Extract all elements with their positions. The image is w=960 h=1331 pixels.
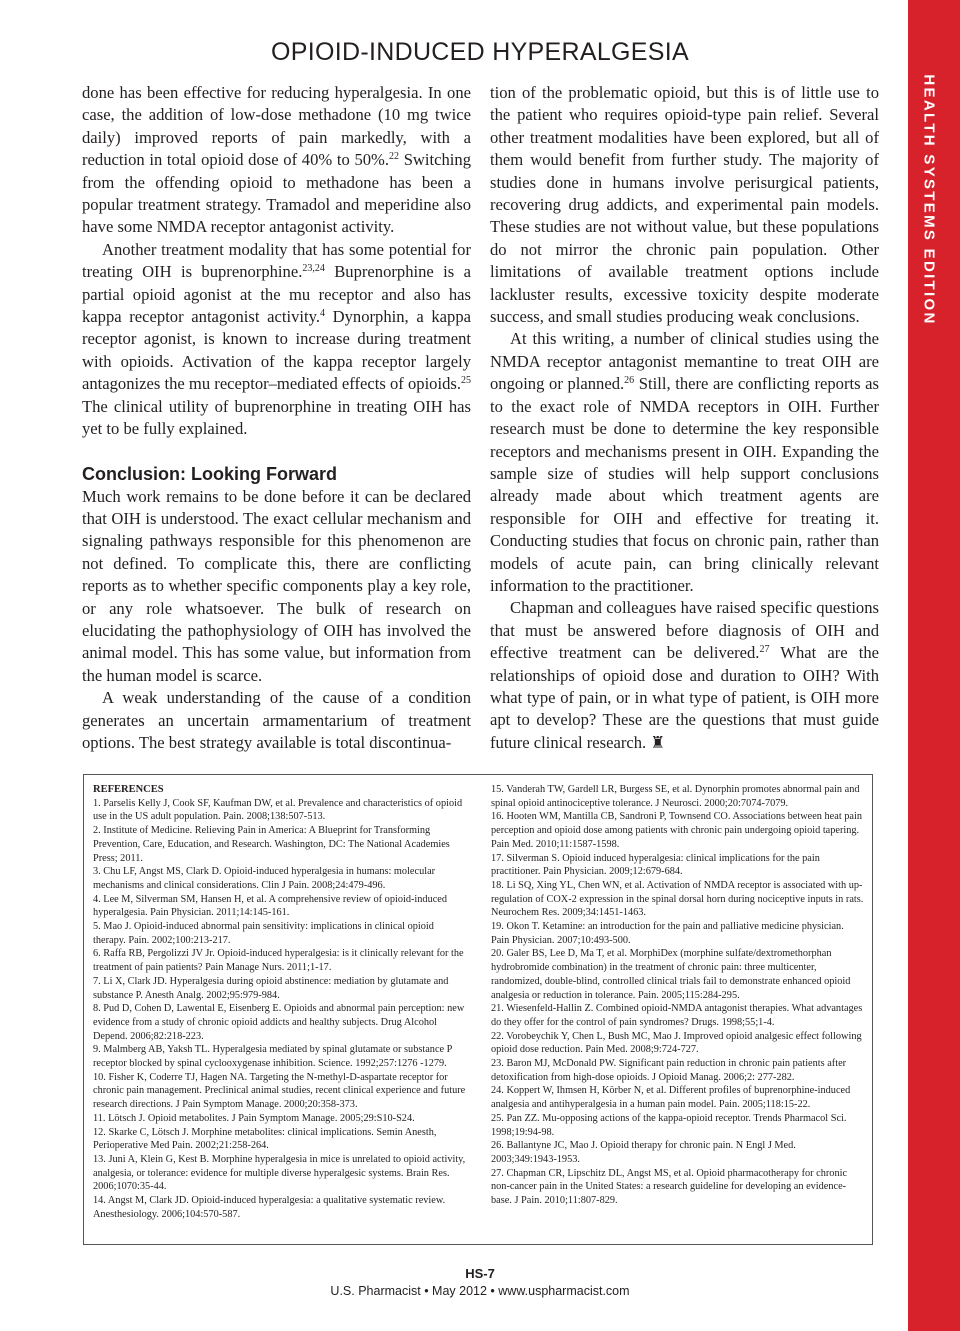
right-column [490, 82, 879, 754]
paragraph: Another treatment modality that has some potential for treating OIH is buprenorphine.$^{23,24}$ Buprenorphine is a partial opioid agonist at the mu receptor and also has kappa receptor antagonist activity.$^4$ Dynorphin, a kappa receptor agonist, is known to increase during treatment with opioids. Activation of the kappa receptor largely antagonizes the mu receptor–mediated effects of opioids.$^{25}$ The clinical utility of buprenorphine in treating OIH has yet to be fully explained. [82, 239, 471, 439]
reference-item: 13. Juni A, Klein G, Kest B. Morphine hyperalgesia in mice is unrelated to opioid activity, analgesia, or tolerance: evidence for multiple diverse hyperalgesic systems. Brain Res. 2006;1070:35-44. [93, 1153, 466, 1193]
reference-item: 23. Baron MJ, McDonald PW. Significant pain reduction in chronic pain patients after detoxification from high-dose opioids. J Opioid Manag. 2006;2: 277-282. [491, 1058, 847, 1083]
references-left-column [93, 783, 466, 1222]
reference-item: 10. Fisher K, Coderre TJ, Hagen NA. Targeting the N-methyl-D-aspartate receptor for chronic pain management. Preclinical animal studies, recent clinical experience and future research directions. J Pain Symptom Manage. 2000;20:358-373. [93, 1071, 466, 1111]
reference-item: 3. Chu LF, Angst MS, Clark D. Opioid-induced hyperalgesia in humans: molecular mechanisms and clinical considerations. Clin J Pain. 2008;24:479-496. [93, 866, 436, 891]
reference-item: 18. Li SQ, Xing YL, Chen WN, et al. Activation of NMDA receptor is associated with up-regulation of COX-2 expression in the spinal dorsal horn during nociceptive inputs in rats. Neurochem Res. 2009;34:1451-1463. [491, 879, 864, 919]
reference-item: 24. Koppert W, Ihmsen H, Körber N, et al. Different profiles of buprenorphine-induced analgesia and antihyperalgesia in a human pain model. Pain. 2005;118:15-22. [491, 1085, 851, 1111]
paragraph: A weak understanding of the cause of a condition generates an uncertain armamentarium of treatment options. The best strategy available is total discontinua- [82, 688, 471, 752]
reference-item: 22. Vorobeychik Y, Chen L, Bush MC, Mao J. Improved opioid analgesic effect following opioid dose reduction. Pain Med. 2008;9:724-727. [491, 1030, 862, 1056]
paragraph: Chapman and colleagues have raised specific questions that must be answered before diagnosis of OIH and effective treatment can be delivered.$^{27}$ What are the relationships of opioid dose and duration to OIH? With what type of pain, or in what type of patient, is OIH more apt to develop? These are the questions that must guide future clinical research. ♜ [490, 598, 879, 752]
running-head: OPIOID-INDUCED HYPERALGESIA [271, 38, 689, 66]
paragraph: tion of the problematic opioid, but this is of little use to the patient who requires opioid-type pain relief. Several other treatment modalities have been explored, but all of them would benefit from further study. The majority of studies done in humans involve perisurgical patients, recovering drug addicts, and experimental pain models. These studies are not without value, but these populations do not mirror the chronic pain population. Other limitations of available treatment options include lackluster results, excessive toxicity despite moderate success, and small studies producing weak conclusions. [490, 83, 879, 327]
reference-item: 8. Pud D, Cohen D, Lawental E, Eisenberg E. Opioids and abnormal pain perception: new evidence from a study of chronic opioid addicts and healthy subjects. Drug Alcohol Depend. 2006;82:218-223. [93, 1003, 465, 1042]
reference-item: 21. Wiesenfeld-Hallin Z. Combined opioid-NMDA antagonist therapies. What advantages do they offer for the control of pain syndromes? Drugs. 1998;55;1-4. [491, 1003, 863, 1028]
left-column [82, 82, 471, 754]
reference-item: 25. Pan ZZ. Mu-opposing actions of the kappa-opioid receptor. Trends Pharmacol Sci. 1998;19:94-98. [491, 1112, 847, 1138]
end-mark-icon: ♜ [650, 732, 666, 752]
reference-item: 16. Hooten WM, Mantilla CB, Sandroni P, Townsend CO. Associations between heat pain perception and opioid dose among patients with chronic pain undergoing opioid tapering. Pain Med. 2010;11:1587-1598. [491, 811, 862, 850]
reference-item: 15. Vanderah TW, Gardell LR, Burgess SE, et al. Dynorphin promotes abnormal pain and spinal opioid antinociceptive tolerance. J Neurosci. 2000;20:7074-7079. [491, 784, 860, 809]
reference-item: 12. Skarke C, Lötsch J. Morphine metabolites: clinical implications. Semin Anesth, Perioperative Med Pain. 2002;21:258-264. [93, 1126, 437, 1152]
reference-item: 27. Chapman CR, Lipschitz DL, Angst MS, et al. Opioid pharmacotherapy for chronic non-cancer pain in the United States: a research guideline for developing an evidence-base. J Pain. 2010;11:807-829. [491, 1167, 848, 1207]
reference-item: 14. Angst M, Clark JD. Opioid-induced hyperalgesia: a qualitative systematic review. Anesthesiology. 2006;104:570-587. [93, 1195, 446, 1220]
section-heading: Conclusion: Looking Forward [82, 463, 337, 484]
reference-item: 4. Lee M, Silverman SM, Hansen H, et al. A comprehensive review of opioid-induced hyperalgesia. Pain Physician. 2011;14:145-161. [93, 893, 448, 919]
paragraph: done has been effective for reducing hyperalgesia. In one case, the addition of low-dose methadone (10 mg twice daily) improved reports of pain markedly, with a reduction in total opioid dose of 40% to 50%.$^{22}$ Switching from the offending opioid to methadone has been a popular treatment strategy. Tramadol and meperidine also have some NMDA receptor antagonist activity. [82, 83, 471, 237]
reference-item: 1. Parselis Kelly J, Cook SF, Kaufman DW, et al. Prevalence and characteristics of opioid use in the US adult population. Pain. 2008;138:507-513. [93, 797, 463, 823]
paragraph: Much work remains to be done before it can be declared that OIH is understood. The exact cellular mechanism and signaling pathways responsible for this phenomenon are not defined. To complicate this, there are conflicting reports as to whether specific components play a key role, or any role whatsoever. The bulk of research on elucidating the pathophysiology of OIH has involved the animal model. This has some value, but information from the human model is scarce. [82, 486, 471, 685]
reference-item: 2. Institute of Medicine. Relieving Pain in America: A Blueprint for Transforming Prevention, Care, Education, and Research. Washington, DC: The National Academies Press; 2011. [93, 825, 450, 864]
references-right-column [491, 783, 864, 1208]
publication-line: U.S. Pharmacist • May 2012 • www.uspharmacist.com [330, 1284, 630, 1298]
reference-item: 5. Mao J. Opioid-induced abnormal pain sensitivity: implications in clinical opioid therapy. Pain. 2002;100:213-217. [93, 921, 434, 946]
reference-item: 6. Raffa RB, Pergolizzi JV Jr. Opioid-induced hyperalgesia: is it clinically relevant for the treatment of pain patients? Pain Manage Nurs. 2011;1-17. [93, 948, 464, 974]
paragraph: At this writing, a number of clinical studies using the NMDA receptor antagonist memantine to treat OIH are ongoing or planned.$^{26}$ Still, there are conflicting reports as to the exact role of NMDA receptors in OIH. Further research must be done to determine the key responsible receptors and mechanisms present in OIH. Expanding the sample size of studies will help support conclusions already made about which treatment agents are responsible for OIH and effective for treating it. Conducting studies that focus on chronic pain, rather than models of acute pain, can bring clinically relevant information to the practitioner. [490, 329, 879, 595]
references-title: REFERENCES [93, 784, 164, 795]
sidebar-label: HEALTH SYSTEMS EDITION [920, 74, 938, 326]
reference-item: 9. Malmberg AB, Yaksh TL. Hyperalgesia mediated by spinal glutamate or substance P receptor blocked by spinal cyclooxygenase inhibition. Science. 1992;257:1276 -1279. [93, 1044, 452, 1070]
reference-item: 17. Silverman S. Opioid induced hyperalgesia: clinical implications for the pain practitioner. Pain Physician. 2009;12:679-684. [491, 852, 820, 878]
reference-item: 26. Ballantyne JC, Mao J. Opioid therapy for chronic pain. N Engl J Med. 2003;349:1943-1953. [491, 1140, 796, 1165]
page-number: HS-7 [465, 1266, 495, 1281]
references-box [83, 774, 873, 1245]
reference-item: 7. Li X, Clark JD. Hyperalgesia during opioid abstinence: mediation by glutamate and substance P. Anesth Analg. 2002;95:979-984. [93, 975, 449, 1001]
reference-item: 20. Galer BS, Lee D, Ma T, et al. MorphiDex (morphine sulfate/dextromethorphan hydrobromide combination) in the treatment of chronic pain: three multicenter, randomized, double-blind, controlled clinical trials fail to demonstrate enhanced opioid analgesia or reduction in tolerance. Pain. 2005;115:284-295. [491, 948, 851, 1001]
reference-item: 11. Lötsch J. Opioid metabolites. J Pain Symptom Manage. 2005;29:S10-S24. [93, 1112, 415, 1124]
reference-item: 19. Okon T. Ketamine: an introduction for the pain and palliative medicine physician. Pain Physician. 2007;10:493-500. [491, 921, 844, 946]
